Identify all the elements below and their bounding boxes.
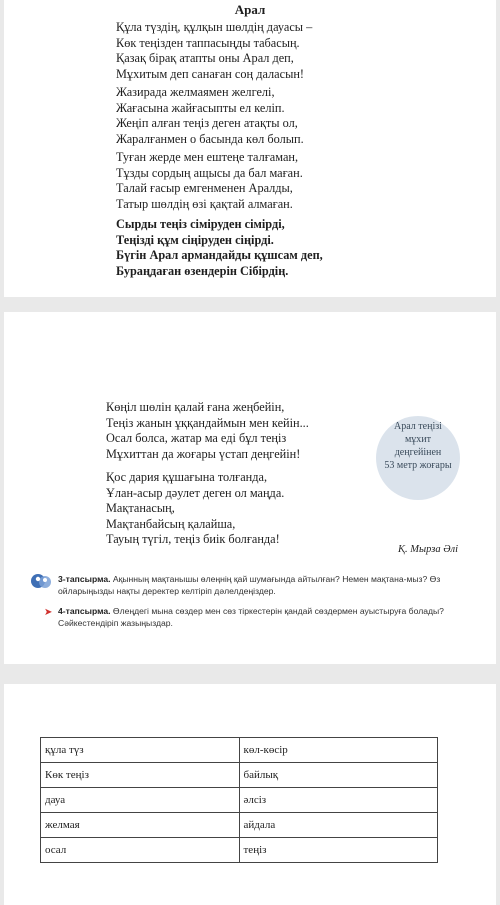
table-cell: байлық: [239, 763, 438, 788]
poem-line: Сырды теңіз сіміруден сімірді,: [116, 217, 285, 231]
table-cell: Көк теңіз: [41, 763, 240, 788]
page-2: [4, 312, 496, 664]
poem-line: Мақтанасың,: [106, 501, 175, 515]
table-cell: құла түз: [41, 738, 240, 763]
poem-line: Тауың түгіл, теңіз биік болғанда!: [106, 532, 280, 546]
stanza-4: [116, 217, 323, 279]
table-row: [41, 813, 438, 838]
poem-line: Жағасына жайғасыпты ел келіп.: [116, 100, 285, 115]
task-4-text: Өлеңдегі мына сөздер мен сөз тіркестерін қандай сөздермен ауыстыруға болады? Сәйкестендіріп жазыңыздар.: [58, 606, 444, 628]
matching-table: [40, 737, 438, 863]
table-cell: көл-көсір: [239, 738, 438, 763]
poem-line: Теңіз жанын ұққандаймын мен кейін...: [106, 415, 309, 430]
page-1: [4, 0, 496, 297]
poem-line: Бүгін Арал армандайды құшсам деп,: [116, 248, 323, 262]
poem-line: Жаралғанмен о басында көл болып.: [116, 131, 304, 146]
poem-line: Көңіл шөлін қалай ғана жеңбейін,: [106, 400, 285, 414]
stanza-3: [116, 150, 303, 212]
stanza-6: [106, 470, 284, 548]
task-4: [58, 606, 470, 629]
poem-line: Жазирада желмаямен желгелі,: [116, 85, 275, 99]
table-row: [41, 788, 438, 813]
stanza-2: [116, 85, 304, 147]
poem-line: Көк теңізден таппасыңды табасың.: [116, 35, 300, 50]
task-3-label: 3-тапсырма.: [58, 574, 111, 584]
poem-line: Осал болса, жатар ма еді бұл теңіз: [106, 431, 287, 445]
table-row: [41, 838, 438, 863]
table-cell: теңіз: [239, 838, 438, 863]
poem-line: Мұхитым деп санаған соң даласын!: [116, 66, 305, 81]
poem-line: Қос дария құшағына толғанда,: [106, 470, 268, 484]
poem-title: Арал: [234, 2, 266, 17]
table-row: [41, 738, 438, 763]
poem-line: Қазақ бірақ атапты оны Арал деп,: [116, 51, 294, 65]
poem-line: Тұзды сордың ащысы да бал маған.: [116, 165, 303, 180]
task-3-text: Ақынның мақтанышы өлеңнің қай шумағында айтылған? Немен мақтана-мыз? Өз ойларыңызды нақты деректер келтіріп дәлелдеңіздер.: [58, 574, 441, 596]
table-cell: әлсіз: [239, 788, 438, 813]
poem-line: Теңізді құм сіңіруден сіңірді.: [116, 232, 274, 247]
badge-line: мұхит: [404, 434, 432, 445]
poem-line: Ұлан-асыр дәулет деген ол маңда.: [106, 485, 285, 500]
table-cell: дауа: [41, 788, 240, 813]
table-cell: желмая: [41, 813, 240, 838]
stanza-5: [106, 400, 309, 462]
table-cell: осал: [41, 838, 240, 863]
badge-line: 53 метр жоғары: [384, 460, 452, 471]
poem-line: Бураңдаған өзендерін Сібірдің.: [116, 263, 289, 278]
task-3: [58, 574, 470, 597]
poem-line: Туған жерде мен ештеңе талғаман,: [116, 150, 299, 164]
poem-line: Талай ғасыр емгенменен Аралды,: [116, 181, 293, 195]
table-cell: айдала: [239, 813, 438, 838]
badge-line: деңгейінен: [394, 447, 442, 458]
poem-author: Қ. Мырза Әлі: [398, 544, 458, 555]
poem-line: Құла түздің, құлқын шөлдің дауасы –: [116, 20, 313, 34]
people-discussion-icon: [30, 572, 52, 590]
poem-line: Мақтанбайсың қалайша,: [106, 516, 236, 531]
stanza-1: [116, 20, 312, 82]
poem-line: Татыр шөлдің өзі қақтай алмаған.: [116, 196, 293, 211]
poem-line: Мұхиттан да жоғары үстап деңгейін!: [106, 446, 301, 461]
page-3: [4, 684, 496, 905]
badge-line: Арал теңізі: [394, 421, 442, 432]
task-4-label: 4-тапсырма.: [58, 606, 111, 616]
poem-line: Жеңіп алған теңіз деген атақты ол,: [116, 116, 298, 130]
table-row: [41, 763, 438, 788]
info-badge-text: [366, 420, 470, 472]
arrow-icon: ➤: [44, 607, 53, 618]
